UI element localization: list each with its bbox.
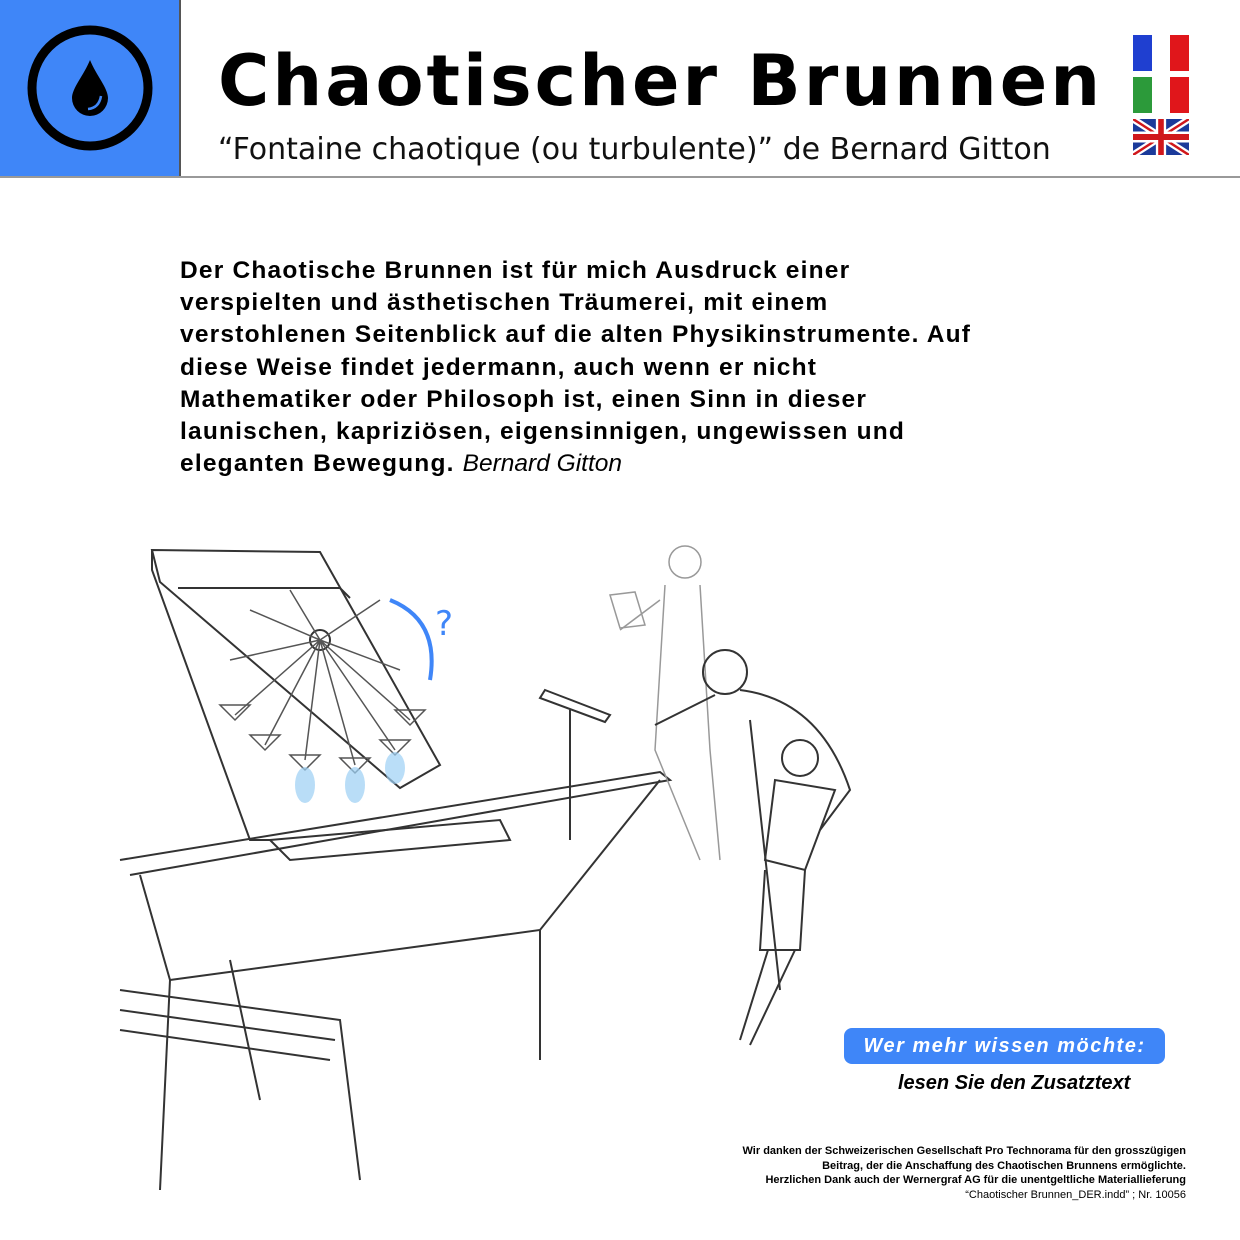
credit-line: Herzlichen Dank auch der Wernergraf AG für die unentgeltliche Materiallieferung xyxy=(765,1174,1186,1187)
question-mark: ? xyxy=(435,604,454,644)
footer-credits xyxy=(743,1144,1186,1202)
more-info-hint: lesen Sie den Zusatztext xyxy=(898,1072,1131,1094)
logo-panel xyxy=(0,0,181,177)
header-divider xyxy=(0,176,1240,178)
page-subtitle: “Fontaine chaotique (ou turbulente)” de Bernard Gitton xyxy=(218,132,1051,167)
flag-italy-icon[interactable] xyxy=(1133,77,1189,113)
flag-france-icon[interactable] xyxy=(1133,35,1189,71)
page-title: Chaotischer Brunnen xyxy=(218,40,1104,122)
file-reference: “Chaotischer Brunnen_DER.indd” ; Nr. 10056 xyxy=(965,1188,1186,1201)
water-drop-icon xyxy=(0,0,181,177)
flag-uk-icon[interactable] xyxy=(1133,119,1189,155)
quote-author: Bernard Gitton xyxy=(462,450,623,478)
more-info-button[interactable]: Wer mehr wissen möchte: xyxy=(844,1028,1165,1064)
credit-line: Wir danken der Schweizerischen Gesellschaft Pro Technorama für den grosszügigen xyxy=(742,1145,1186,1157)
credit-line: Beitrag, der die Anschaffung des Chaotischen Brunnens ermöglichte. xyxy=(822,1159,1186,1172)
fountain-illustration xyxy=(100,540,900,1190)
quote-text: Der Chaotische Brunnen ist für mich Ausdruck einer verspielten und ästhetischen Träumerei, mit einem verstohlenen Seitenblick auf die alten Physikinstrumente. Auf diese Weise findet jedermann, auch wenn er nicht Mathematiker oder Philosoph ist, einen Sinn in dieser launischen, kapriziösen, eigensinnigen, ungewissen und eleganten Bewegung. xyxy=(180,257,972,478)
intro-quote xyxy=(180,255,980,480)
